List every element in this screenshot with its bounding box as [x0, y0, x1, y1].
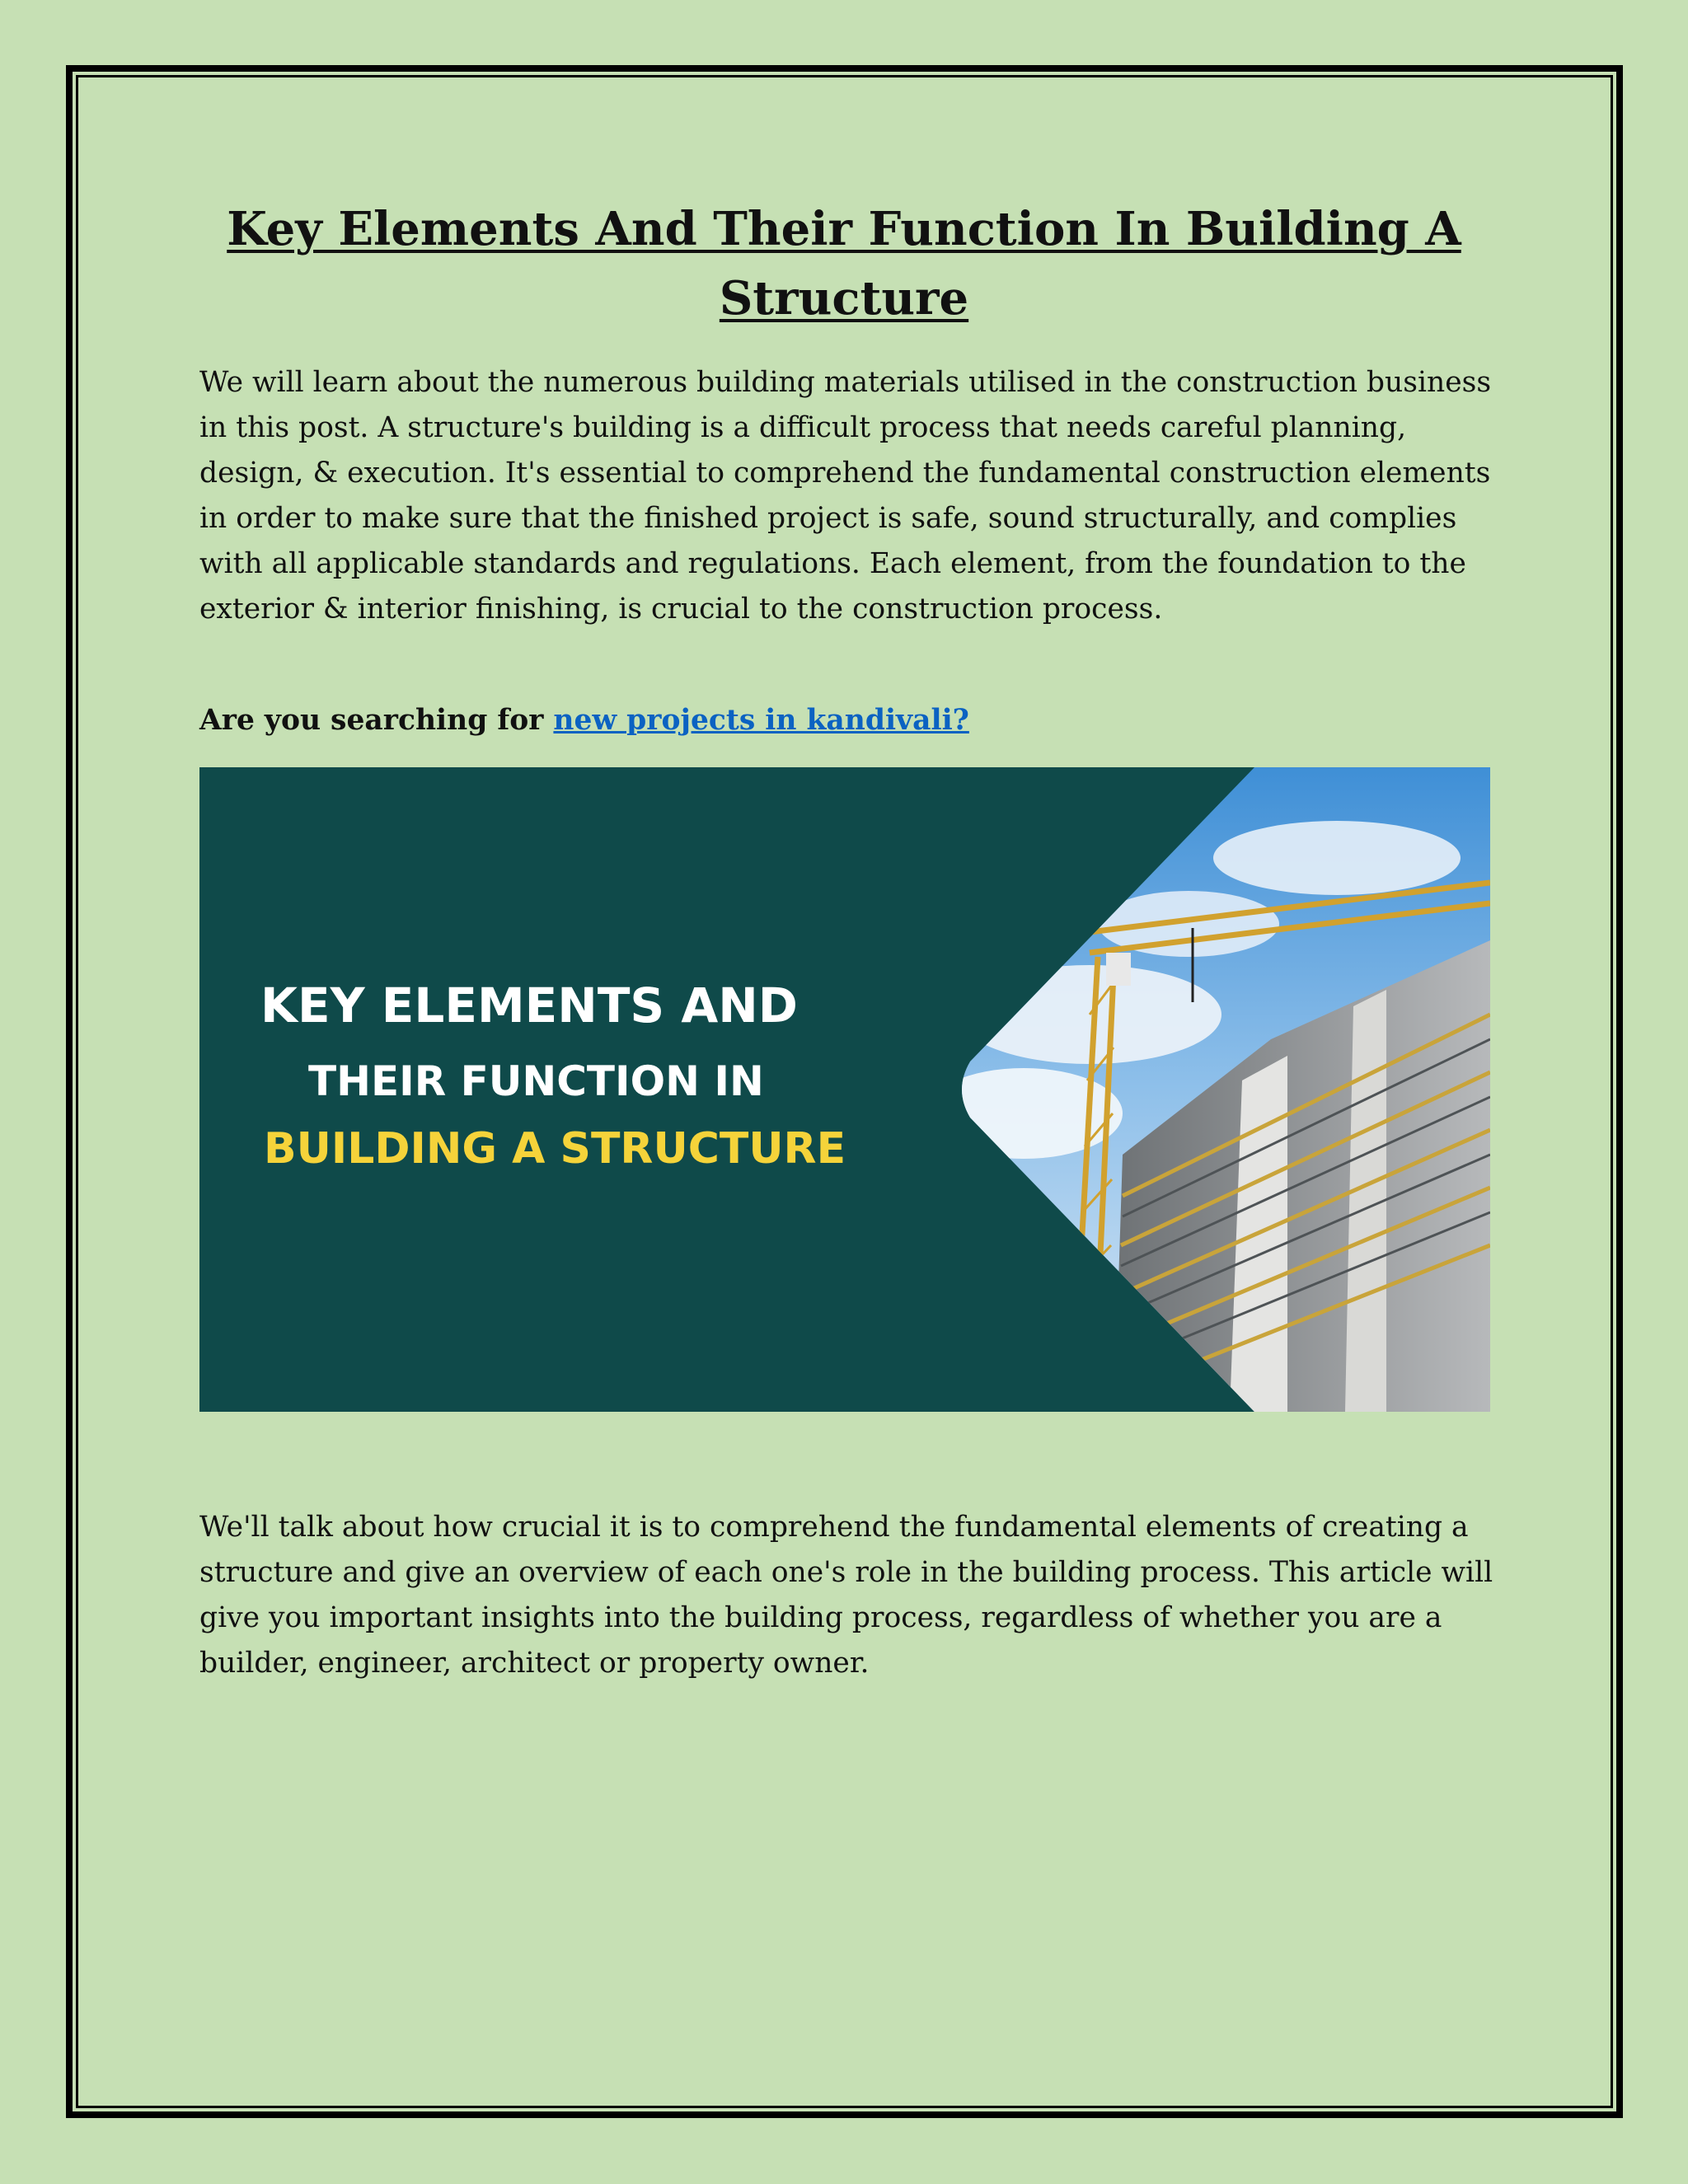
outro-paragraph: We'll talk about how crucial it is to comprehend the fundamental elements of creating a structure and give an overview of each one's role in the building process. This article will give you important insights into the building process, regardless of whether you are a builder, engineer, architect or property owner.: [199, 1511, 1493, 1680]
banner-line-2: THEIR FUNCTION IN: [308, 1057, 764, 1105]
search-prompt-text: Are you searching for: [199, 704, 554, 737]
article-title: Key Elements And Their Function In Building A Structure: [227, 202, 1461, 326]
banner-line-1: KEY ELEMENTS AND: [260, 977, 798, 1033]
banner-line-3: BUILDING A STRUCTURE: [264, 1124, 846, 1174]
search-prompt: [199, 698, 1493, 743]
intro-paragraph: We will learn about the numerous building materials utilised in the construction business in this post. A structure's building is a difficult process that needs careful planning, design, & execution. It's essential to comprehend the fundamental construction elements in order to make sure that the finished project is safe, sound structurally, and complies with all applicable standards and regulations. Each element, from the foundation to the exterior & interior finishing, is crucial to the construction process.: [199, 366, 1492, 626]
kandivali-projects-link[interactable]: new projects in kandivali?: [553, 704, 969, 737]
article-banner-image: [199, 767, 1490, 1412]
